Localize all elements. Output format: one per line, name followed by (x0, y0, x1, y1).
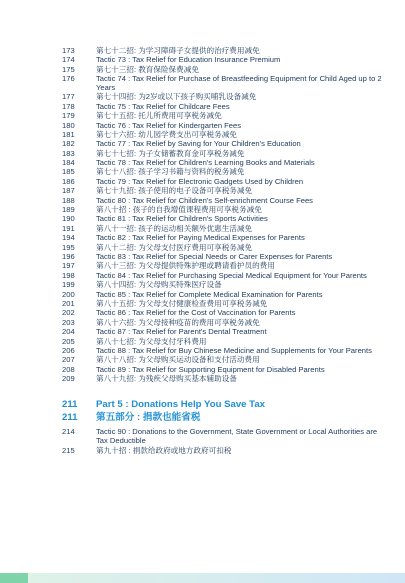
entry-title: 第八十七招: 为父母支付牙科费用 (96, 336, 207, 346)
toc-entry (62, 168, 382, 177)
page-number: 209 (62, 374, 75, 384)
entry-title: Tactic 85 : Tax Relief for Complete Medical Examination for Parents (96, 289, 323, 299)
page-number: 182 (62, 139, 75, 149)
part-heading-en (62, 399, 382, 410)
page-number: 185 (62, 167, 75, 177)
entry-title: 第八十五招: 为父母支付健康检查费用可享税务减免 (96, 298, 268, 308)
page-number: 174 (62, 55, 75, 65)
page-number: 206 (62, 345, 75, 355)
entry-title: 第八十一招: 孩子的运动相关额外优惠生活减免 (96, 223, 253, 233)
page-number: 195 (62, 242, 75, 252)
toc-entry (62, 309, 382, 318)
toc-entry (62, 328, 382, 337)
entry-title: 第八十六招: 为父母接种疫苗的费用可享税务减免 (96, 317, 260, 327)
toc-entry (62, 122, 382, 131)
entry-title: Tactic 82 : Tax Relief for Paying Medical Expenses for Parents (96, 233, 305, 243)
entry-title: Tactic 80 : Tax Relief for Children's Self-enrichment Course Fees (96, 195, 313, 205)
entry-title: Tactic 73 : Tax Relief for Education Insurance Premium (96, 55, 281, 65)
toc-entry (62, 215, 382, 224)
entry-title: Tactic 90 : Donations to the Government, State Government or Local Authorities are Tax Deductible (96, 427, 378, 446)
toc-entry (62, 187, 382, 196)
page-number: 181 (62, 129, 75, 139)
page-number: 196 (62, 252, 75, 261)
toc-entry (62, 56, 382, 65)
bottom-decor-accent (0, 573, 28, 583)
entry-title: 第七十九招: 孩子使用的电子设备可享税务减免 (96, 186, 253, 196)
entry-title: Tactic 87 : Tax Relief for Parent's Dental Treatment (96, 327, 267, 337)
page-number: 197 (62, 261, 75, 271)
part-heading-zh (62, 412, 382, 423)
page-number: 208 (62, 364, 75, 374)
entry-title: 第七十八招: 孩子学习书籍与资料的税务减免 (96, 167, 245, 177)
page-number: 207 (62, 355, 75, 365)
page-number: 201 (62, 298, 75, 308)
entry-title: Tactic 86 : Tax Relief for the Cost of Vaccination for Parents (96, 308, 296, 318)
entry-title: Tactic 88 : Tax Relief for Buy Chinese Medicine and Supplements for Your Parents (96, 345, 372, 355)
toc-entry (62, 447, 382, 456)
entry-title: 第八十二招: 为父母支付医疗费用可享税务减免 (96, 242, 253, 252)
page-number: 203 (62, 317, 75, 327)
page-number: 184 (62, 158, 75, 168)
toc-entry (62, 262, 382, 271)
page-number: 189 (62, 205, 75, 215)
entry-title: 第八十招 : 孩子的自我增值课程费用可享税务减免 (96, 205, 262, 215)
page-number: 199 (62, 280, 75, 290)
entry-title: Tactic 83 : Tax Relief for Special Needs or Carer Expenses for Parents (96, 252, 333, 261)
toc-entry (62, 338, 382, 347)
page-number: 175 (62, 64, 75, 74)
entry-title: Tactic 76 : Tax Relief for Kindergarten Fees (96, 120, 242, 130)
page-number: 176 (62, 74, 75, 84)
entry-title: 第七十二招: 为学习障碍子女提供的治疗费用减免 (96, 46, 260, 55)
page-number: 211 (62, 412, 78, 424)
toc-entry (62, 234, 382, 243)
entry-title: 第七十四招: 为2岁或以下孩子购买哺乳设备减免 (96, 92, 257, 102)
page-number: 215 (62, 445, 75, 455)
entry-title: Tactic 81 : Tax Relief for Children's Sports Activities (96, 214, 268, 224)
toc-entry (62, 93, 382, 102)
page-number: 204 (62, 327, 75, 337)
page-number: 194 (62, 233, 75, 243)
entry-title: Tactic 79 : Tax Relief for Electronic Gadgets Used by Children (96, 176, 304, 186)
entry-title: Tactic 84 : Tax Relief for Purchasing Special Medical Equipment for Your Parents (96, 270, 367, 280)
page-number: 190 (62, 214, 75, 224)
page-number: 187 (62, 186, 75, 196)
entry-title: 第七十五招: 托儿所费用可享税务减免 (96, 111, 222, 121)
page-number: 179 (62, 111, 75, 121)
entry-title: 第八十九招: 为残疾父母购买基本辅助设备 (96, 374, 237, 384)
page-number: 178 (62, 101, 75, 111)
page-number: 188 (62, 195, 75, 205)
toc-entry (62, 112, 382, 121)
toc-entry (62, 75, 382, 93)
entry-title: Tactic 74 : Tax Relief for Purchase of Breastfeeding Equipment for Child Aged up to 2 Years (96, 74, 382, 92)
part-title-zh: 第五部分 : 捐款也能省税 (96, 412, 201, 424)
entry-title: Tactic 78 : Tax Relief for Children's Learning Books and Materials (96, 158, 315, 168)
toc-entry (62, 428, 382, 446)
page-number: 173 (62, 46, 75, 55)
entry-title: Tactic 89 : Tax Relief for Supporting Equipment for Disabled Parents (96, 364, 325, 374)
entry-title: 第八十四招: 为父母购买特殊医疗设备 (96, 280, 222, 290)
entry-title: 第九十招 : 捐款给政府或地方政府可扣税 (96, 445, 232, 455)
page-number: 186 (62, 176, 75, 186)
entry-title: 第七十六招: 幼儿园学费支出可享税务减免 (96, 129, 237, 139)
bottom-decor-stripe (0, 573, 405, 583)
table-of-contents (62, 47, 382, 456)
entry-title: Tactic 75 : Tax Relief for Childcare Fees (96, 101, 230, 111)
entry-title: Tactic 77 : Tax Relief by Saving for Your Children's Education (96, 139, 301, 149)
page-number: 214 (62, 427, 75, 437)
page-number: 211 (62, 399, 78, 411)
entry-title: 第八十三招: 为父母提供特殊护理或聘请看护员的费用 (96, 261, 275, 271)
page-number: 177 (62, 92, 75, 102)
page-number: 183 (62, 148, 75, 158)
entry-title: 第七十三招: 教育保险保费减免 (96, 64, 199, 74)
page-number: 191 (62, 223, 75, 233)
entry-title: 第七十七招: 为子女储蓄教育金可享税务减免 (96, 148, 245, 158)
page-number: 205 (62, 336, 75, 346)
part-title-en: Part 5 : Donations Help You Save Tax (96, 399, 265, 411)
page-number: 202 (62, 308, 75, 318)
section-spacer (62, 384, 382, 399)
toc-entry (62, 375, 382, 384)
page-number: 198 (62, 270, 75, 280)
page-number: 200 (62, 289, 75, 299)
toc-entry (62, 356, 382, 365)
toc-entry (62, 140, 382, 149)
toc-entry (62, 281, 382, 290)
page-number: 180 (62, 120, 75, 130)
entry-title: 第八十八招: 为父母购买运动设备和支付活动费用 (96, 355, 260, 365)
